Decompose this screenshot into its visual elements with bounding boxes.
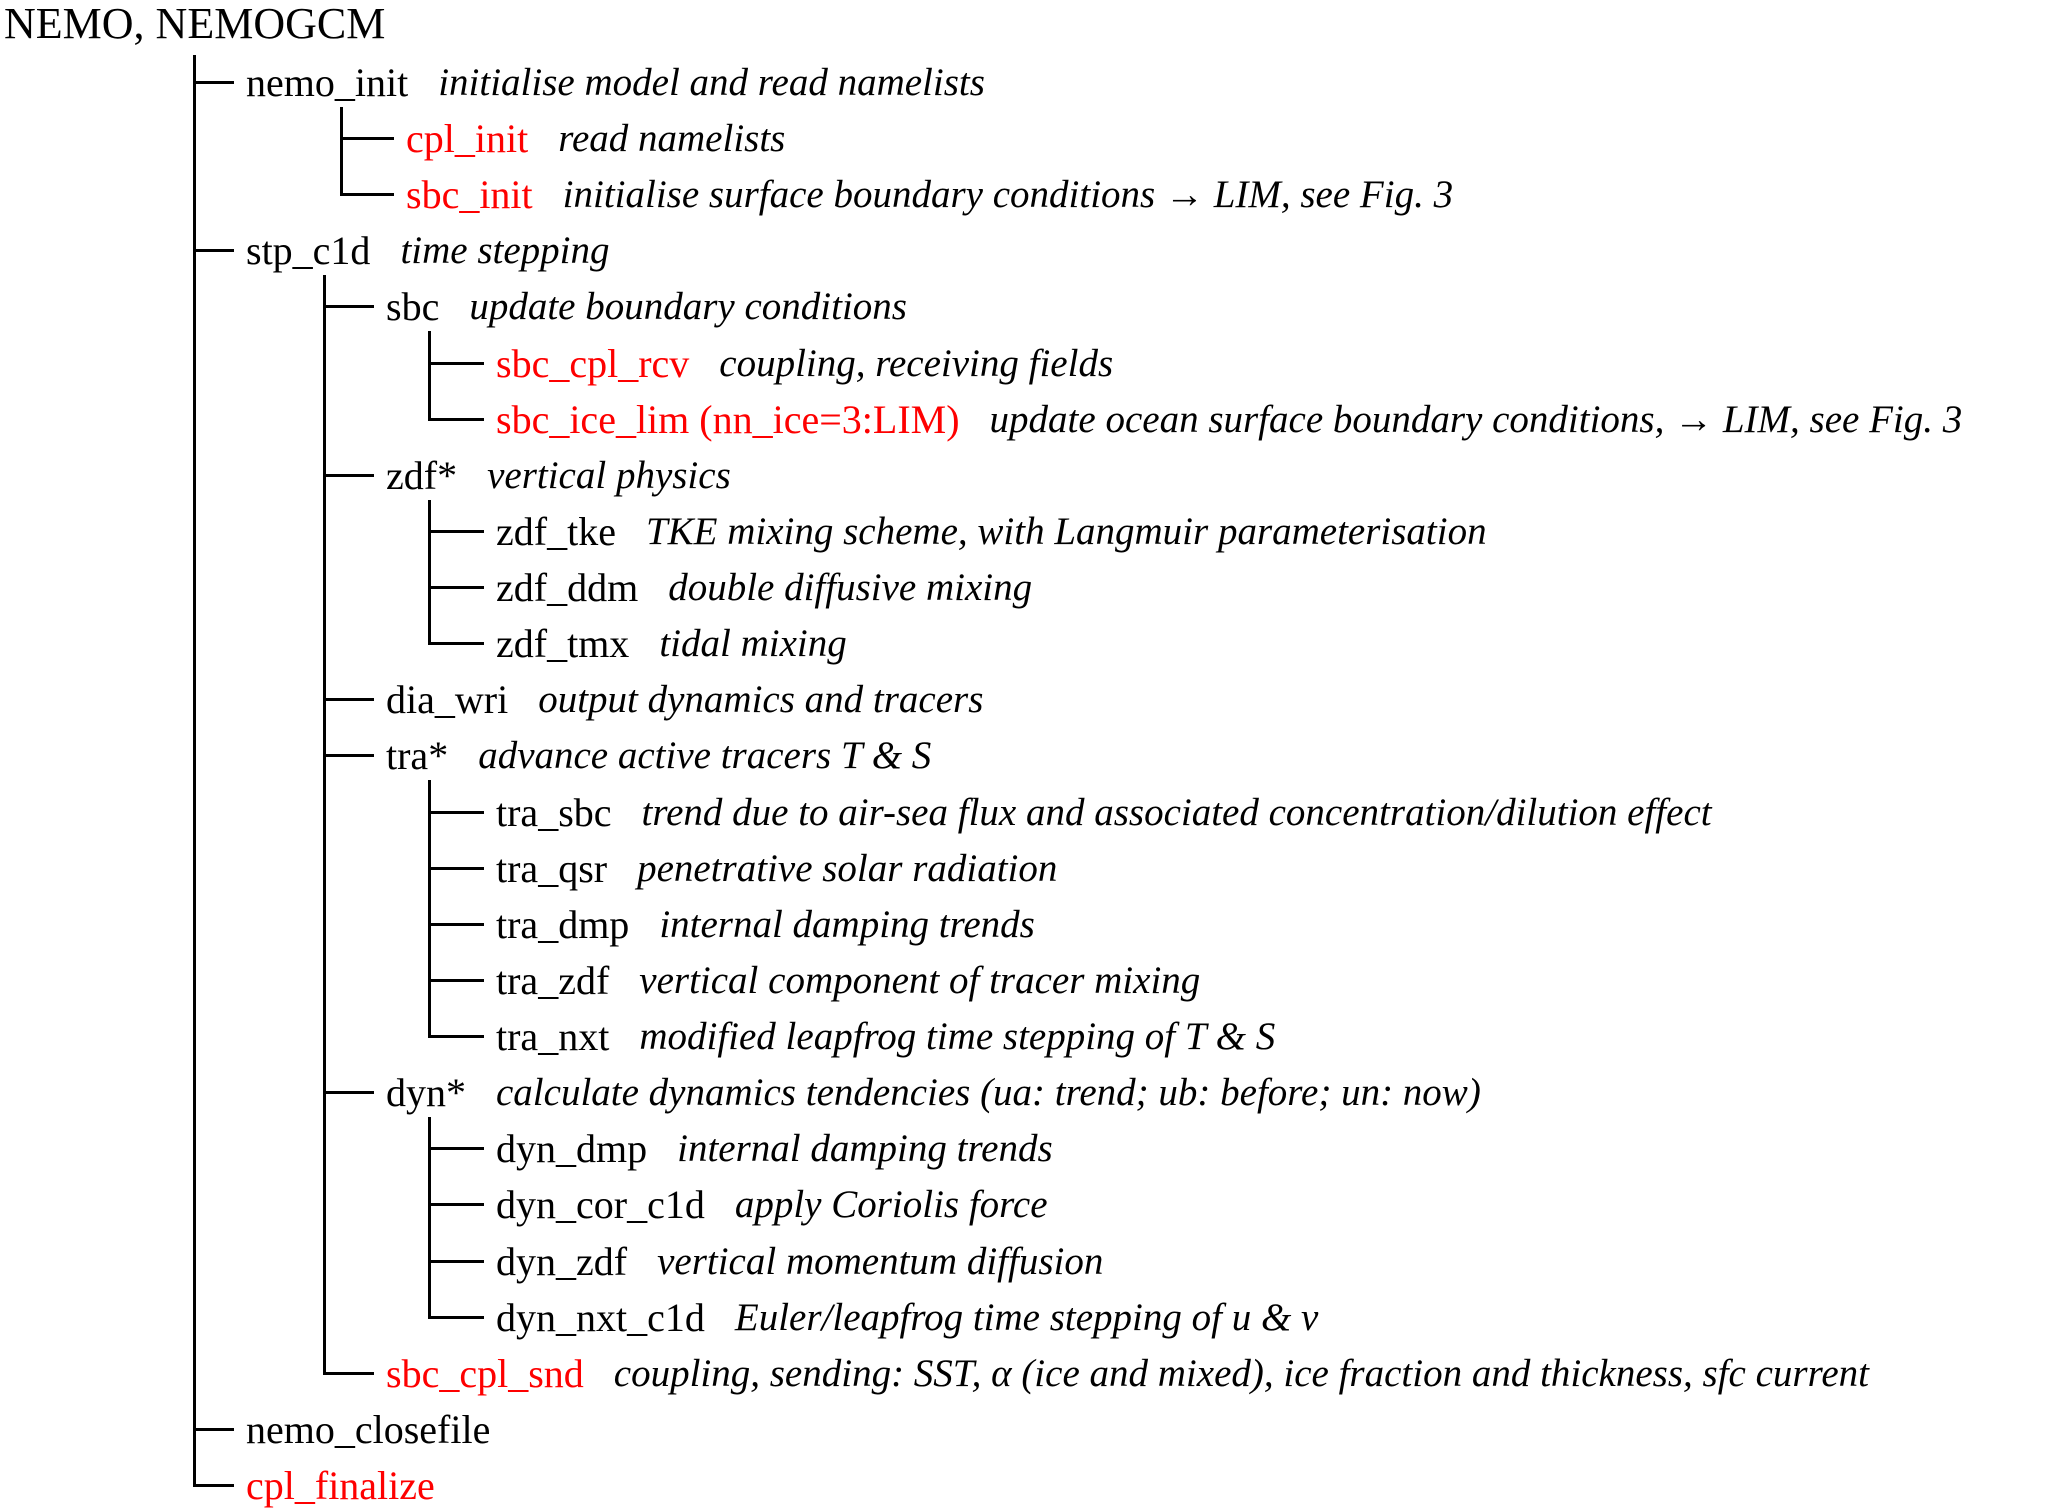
connector-line (428, 418, 484, 421)
tree-node-nemo-closefile (246, 1397, 490, 1461)
connector-line (340, 193, 394, 196)
node-description: advance active tracers T & S (478, 733, 932, 777)
node-name: dia_wri (386, 676, 509, 722)
node-name: dyn_cor_c1d (496, 1181, 705, 1227)
node-name: dyn_zdf (496, 1238, 628, 1284)
node-description: vertical component of tracer mixing (639, 958, 1201, 1002)
node-description: update ocean surface boundary conditions, → LIM, see Fig. 3 (989, 397, 1963, 441)
tree-node-stp-c1d (246, 218, 610, 282)
tree-node-sbc-ice-lim-nn-ice-3-lim (496, 387, 1962, 451)
tree-vline (193, 55, 196, 1487)
connector-line (428, 1260, 484, 1263)
connector-line (428, 530, 484, 533)
node-description: read namelists (558, 116, 786, 160)
tree-node-dyn (386, 1060, 1481, 1124)
tree-node-tra-zdf (496, 948, 1200, 1012)
tree-node-tra (386, 723, 931, 787)
tree-node-cpl-finalize (246, 1453, 435, 1511)
tree-vline (428, 1117, 431, 1319)
tree-node-sbc-cpl-snd (386, 1341, 1869, 1405)
connector-line (428, 362, 484, 365)
tree-vline (428, 780, 431, 1038)
tree-node-dyn-dmp (496, 1116, 1053, 1180)
connector-line (428, 1035, 484, 1038)
node-description: calculate dynamics tendencies (ua: trend; ub: before; un: now) (496, 1070, 1481, 1114)
tree-node-sbc (386, 274, 907, 338)
node-description: update boundary conditions (469, 284, 907, 328)
connector-line (323, 305, 374, 308)
root-title: NEMO, NEMOGCM (4, 0, 386, 48)
node-description: output dynamics and tracers (538, 677, 984, 721)
connector-line (428, 1203, 484, 1206)
node-name: cpl_init (406, 115, 529, 161)
node-name: dyn_nxt_c1d (496, 1294, 705, 1340)
connector-line (323, 698, 374, 701)
node-name: sbc_init (406, 171, 533, 217)
node-description: vertical physics (487, 453, 731, 497)
node-description: modified leapfrog time stepping of T & S (639, 1014, 1276, 1058)
connector-line (323, 1372, 374, 1375)
node-description: TKE mixing scheme, with Langmuir parameterisation (645, 509, 1487, 553)
node-name: tra_dmp (496, 901, 630, 947)
node-description: internal damping trends (659, 902, 1035, 946)
node-description: penetrative solar radiation (637, 846, 1058, 890)
node-name: cpl_finalize (246, 1462, 435, 1508)
node-name: sbc (386, 283, 440, 329)
tree-node-tra-nxt (496, 1004, 1275, 1068)
tree-node-zdf-ddm (496, 555, 1032, 619)
tree-node-tra-dmp (496, 892, 1035, 956)
tree-node-zdf-tke (496, 499, 1487, 563)
tree-node-dia-wri (386, 667, 983, 731)
node-description: coupling, receiving fields (719, 341, 1114, 385)
node-description: time stepping (400, 228, 610, 272)
tree-node-tra-qsr (496, 836, 1057, 900)
connector-line (193, 81, 234, 84)
node-name: dyn* (386, 1069, 466, 1115)
tree-vline (340, 107, 343, 196)
node-name: zdf_tmx (496, 620, 630, 666)
tree-vline (428, 500, 431, 645)
connector-line (428, 811, 484, 814)
node-name: sbc_cpl_rcv (496, 340, 690, 386)
connector-line (428, 979, 484, 982)
tree-node-tra-sbc (496, 780, 1712, 844)
tree-node-zdf (386, 443, 731, 507)
connector-line (428, 642, 484, 645)
connector-line (193, 249, 234, 252)
connector-line (323, 474, 374, 477)
node-name: tra_zdf (496, 957, 610, 1003)
node-name: tra_sbc (496, 789, 612, 835)
connector-line (428, 1316, 484, 1319)
node-name: tra_nxt (496, 1013, 610, 1059)
node-description: initialise surface boundary conditions → LIM, see Fig. 3 (562, 172, 1454, 216)
node-name: stp_c1d (246, 227, 371, 273)
tree-node-dyn-cor-c1d (496, 1172, 1048, 1236)
connector-line (323, 1091, 374, 1094)
tree-node-nemo-init (246, 50, 985, 114)
tree-vline (323, 275, 326, 1375)
tree-node-dyn-zdf (496, 1229, 1103, 1293)
node-name: zdf* (386, 452, 458, 498)
node-description: internal damping trends (677, 1126, 1053, 1170)
connector-line (193, 1484, 234, 1487)
node-name: zdf_ddm (496, 564, 639, 610)
node-name: tra* (386, 732, 449, 778)
node-name: zdf_tke (496, 508, 616, 554)
node-description: apply Coriolis force (734, 1182, 1048, 1226)
connector-line (340, 137, 394, 140)
node-name: sbc_ice_lim (nn_ice=3:LIM) (496, 396, 960, 442)
node-description: coupling, sending: SST, α (ice and mixed), ice fraction and thickness, sfc current (613, 1351, 1869, 1395)
node-description: initialise model and read namelists (438, 60, 985, 104)
tree-vline (428, 331, 431, 421)
tree-node-sbc-init (406, 162, 1453, 226)
connector-line (428, 923, 484, 926)
node-name: sbc_cpl_snd (386, 1350, 584, 1396)
node-description: tidal mixing (659, 621, 847, 665)
node-name: tra_qsr (496, 845, 608, 891)
node-description: trend due to air-sea flux and associated concentration/dilution effect (641, 790, 1712, 834)
connector-line (428, 867, 484, 870)
connector-line (428, 1147, 484, 1150)
connector-line (323, 754, 374, 757)
connector-line (193, 1428, 234, 1431)
node-name: dyn_dmp (496, 1125, 648, 1171)
node-description: vertical momentum diffusion (657, 1239, 1104, 1283)
connector-line (428, 586, 484, 589)
tree-node-dyn-nxt-c1d (496, 1285, 1318, 1349)
node-name: nemo_closefile (246, 1406, 491, 1452)
tree-node-cpl-init (406, 106, 785, 170)
tree-node-sbc-cpl-rcv (496, 331, 1113, 395)
node-name: nemo_init (246, 59, 409, 105)
tree-node-zdf-tmx (496, 611, 847, 675)
node-description: double diffusive mixing (668, 565, 1033, 609)
node-description: Euler/leapfrog time stepping of u & v (734, 1295, 1319, 1339)
